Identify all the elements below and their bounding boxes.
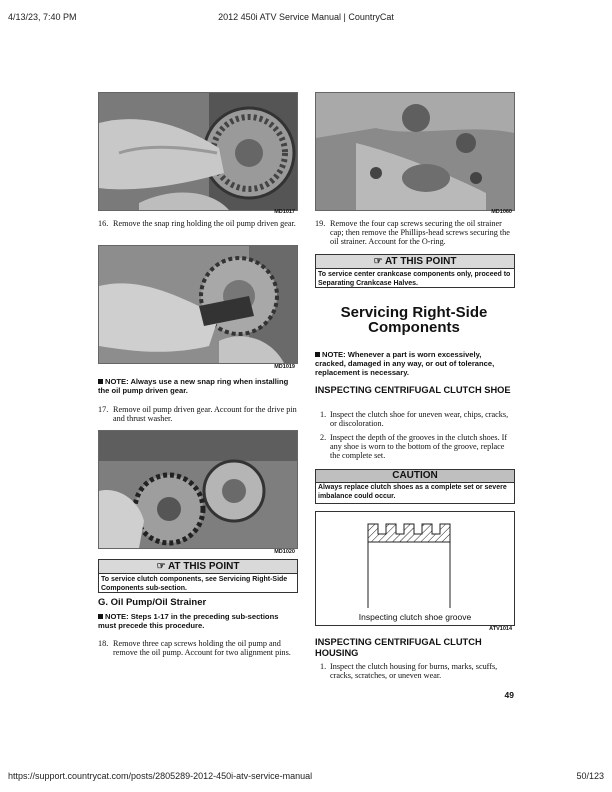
- step-number: 19.: [315, 219, 326, 228]
- subheading-clutch-housing: INSPECTING CENTRIFUGAL CLUTCH HOUSING: [315, 637, 482, 658]
- main-heading-line2: Components: [368, 319, 460, 336]
- figure-driven-gear-photo: [98, 430, 298, 549]
- clutch-groove-diagram: [315, 511, 515, 626]
- step-text: Remove three cap screws holding the oil pump and remove the oil pump. Account for two alignment pins.: [113, 639, 291, 657]
- pointing-hand-icon: ☞: [156, 561, 166, 572]
- print-title: 2012 450i ATV Service Manual | CountryCat: [218, 12, 394, 22]
- caution-body: Always replace clutch shoes as a complete set or severe imbalance could occur.: [318, 484, 507, 500]
- at-this-point-body: To service clutch components, see Servicing Right-Side Components sub-section.: [101, 576, 288, 592]
- figure-code: MD1020: [274, 549, 295, 555]
- note-square-icon: [98, 379, 103, 384]
- note-snap-ring: NOTE: Always use a new snap ring when installing the oil pump driven gear.: [98, 377, 289, 396]
- clutch-shoe-groove-icon: [316, 512, 514, 625]
- pointing-hand-icon: ☞: [373, 256, 383, 267]
- figure-oil-pump-gear-photo: [98, 92, 298, 211]
- step-number: 18.: [98, 639, 109, 648]
- step-text: Remove the four cap screws securing the oil strainer cap; then remove the Phillips-head screws securing the oil strainer. Account for the O-ring.: [330, 219, 510, 246]
- step-text: Remove the snap ring holding the oil pump driven gear.: [113, 219, 296, 228]
- at-this-point-body: To service center crankcase components only, proceed to Separating Crankcase Halves.: [318, 271, 511, 287]
- page-number: 49: [504, 690, 514, 700]
- caution-header: CAUTION: [316, 470, 514, 483]
- caution-box: [315, 469, 515, 504]
- print-datetime: 4/13/23, 7:40 PM: [8, 12, 77, 22]
- list-text: Inspect the depth of the grooves in the clutch shoes. If any shoe is worn to the bottom of the groove, replace the complete set.: [330, 433, 508, 460]
- note-replacement: NOTE: Whenever a part is worn excessively, cracked, damaged in any way, or out of tolerance, replacement is necessary.: [315, 350, 495, 378]
- at-this-point-header: ☞ AT THIS POINT: [316, 255, 514, 269]
- step-text: Remove oil pump driven gear. Account for the drive pin and thrust washer.: [113, 405, 297, 423]
- note-square-icon: [98, 614, 103, 619]
- diagram-caption: Inspecting clutch shoe groove: [358, 612, 472, 622]
- note-preceding-steps: NOTE: Steps 1-17 in the preceding sub-sections must precede this procedure.: [98, 612, 279, 631]
- list-text: Inspect the clutch shoe for uneven wear, chips, cracks, or discoloration.: [330, 410, 509, 428]
- figure-code: ATV1014: [489, 626, 512, 632]
- print-page-count: 50/123: [576, 771, 604, 781]
- note-square-icon: [315, 352, 320, 357]
- at-this-point-header: ☞ AT THIS POINT: [99, 560, 297, 574]
- subheading-clutch-shoe: INSPECTING CENTRIFUGAL CLUTCH SHOE: [315, 385, 511, 395]
- main-heading-line1: Servicing Right-Side: [340, 304, 488, 321]
- figure-code: MD1060: [491, 209, 512, 215]
- list-text: Inspect the clutch housing for burns, marks, scuffs, cracks, scratches, or uneven wear.: [330, 662, 498, 680]
- figure-code: MD1019: [274, 364, 295, 370]
- step-number: 16.: [98, 219, 109, 228]
- step-number: 17.: [98, 405, 109, 414]
- at-this-point-box: [315, 254, 515, 288]
- section-heading: G. Oil Pump/Oil Strainer: [98, 597, 207, 608]
- list-number: 1.: [320, 662, 327, 671]
- figure-code: MD1017: [274, 209, 295, 215]
- figure-snap-ring-photo: [98, 245, 298, 364]
- print-url: https://support.countrycat.com/posts/2805289-2012-450i-atv-service-manual: [8, 771, 313, 781]
- at-this-point-box: [98, 559, 298, 593]
- main-heading: [315, 305, 513, 335]
- list-number: 1.: [320, 410, 327, 419]
- list-number: 2.: [320, 433, 327, 442]
- figure-oil-strainer-photo: [315, 92, 515, 211]
